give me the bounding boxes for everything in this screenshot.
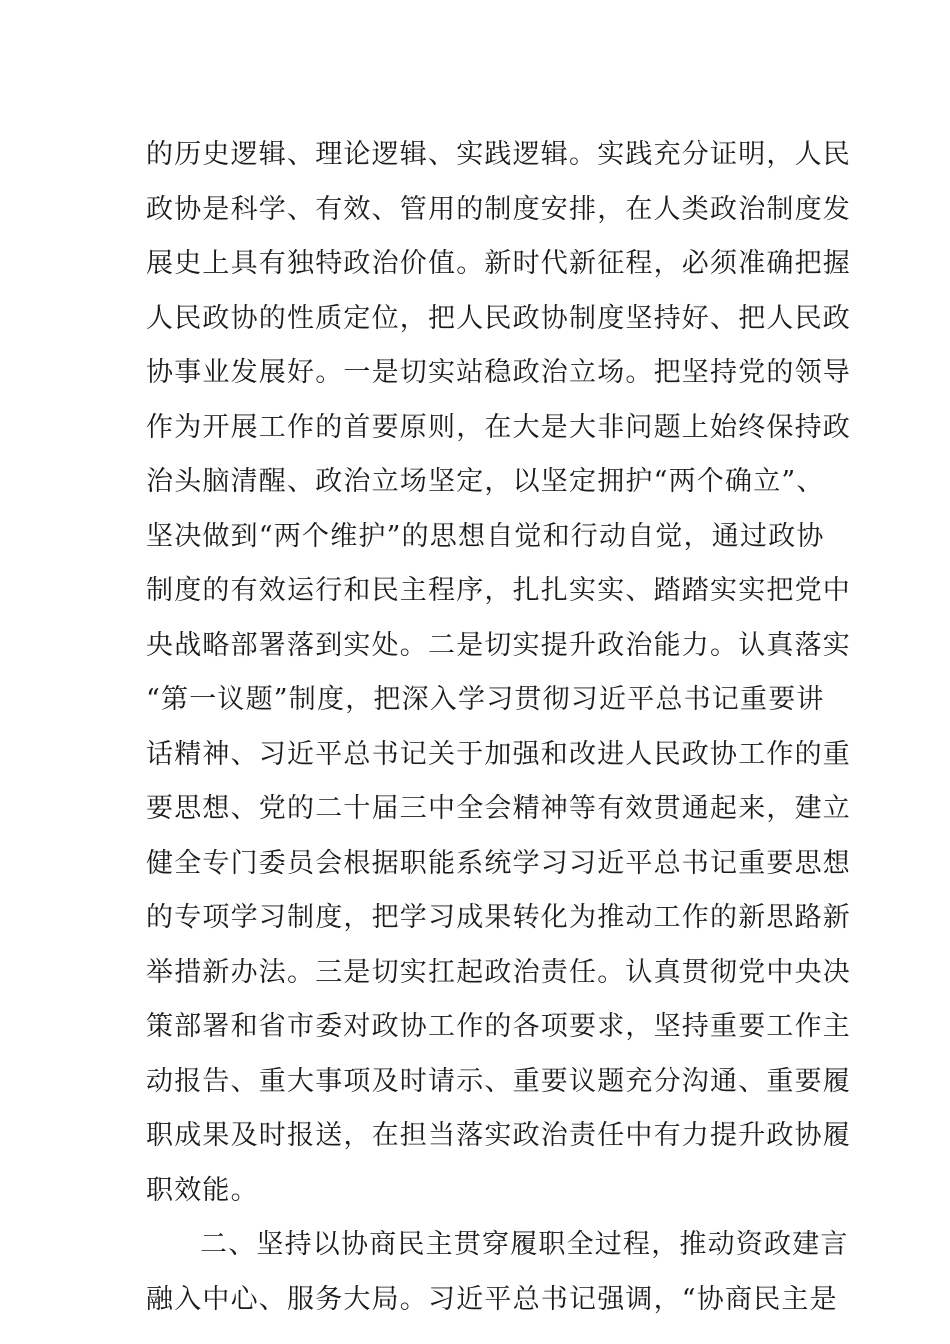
text-line: 职成果及时报送，在担当落实政治责任中有力提升政协履 (146, 1120, 851, 1151)
text-line: 话精神、习近平总书记关于加强和改进人民政协工作的重 (146, 738, 851, 770)
text-line: 融入中心、服务大局。习近平总书记强调，“协商民主是 (146, 1283, 838, 1315)
text-line: 治头脑清醒、政治立场坚定，以坚定拥护“两个确立”、 (146, 466, 825, 497)
text-line: 职效能。 (146, 1174, 259, 1206)
text-line: 的专项学习制度，把学习成果转化为推动工作的新思路新 (146, 902, 851, 933)
text-line: 动报告、重大事项及时请示、重要议题充分沟通、重要履 (146, 1065, 851, 1097)
text-line: 要思想、党的二十届三中全会精神等有效贯通起来，建立 (146, 793, 851, 824)
body-text (146, 128, 851, 1327)
text-line: 策部署和省市委对政协工作的各项要求，坚持重要工作主 (146, 1011, 851, 1042)
text-line: 人民政协的性质定位，把人民政协制度坚持好、把人民政 (146, 302, 851, 334)
text-line: 的历史逻辑、理论逻辑、实践逻辑。实践充分证明，人民 (146, 139, 851, 170)
text-line: 坚决做到“两个维护”的思想自觉和行动自觉，通过政协 (146, 520, 825, 552)
text-line: 展史上具有独特政治价值。新时代新征程，必须准确把握 (146, 248, 851, 279)
text-line: 作为开展工作的首要原则，在大是大非问题上始终保持政 (146, 411, 851, 443)
text-line: 健全专门委员会根据职能系统学习习近平总书记重要思想 (146, 847, 851, 879)
text-line: 政协是科学、有效、管用的制度安排，在人类政治制度发 (146, 193, 851, 225)
text-line: 央战略部署落到实处。二是切实提升政治能力。认真落实 (146, 629, 851, 661)
section-heading-line: 二、坚持以协商民主贯穿履职全过程，推动资政建言 (200, 1229, 849, 1260)
text-line: 协事业发展好。一是切实站稳政治立场。把坚持党的领导 (146, 357, 851, 388)
text-line: 举措新办法。三是切实扛起政治责任。认真贯彻党中央决 (146, 956, 851, 988)
text-line: “第一议题”制度，把深入学习贯彻习近平总书记重要讲 (146, 684, 825, 715)
text-line: 制度的有效运行和民主程序，扎扎实实、踏踏实实把党中 (146, 575, 851, 606)
